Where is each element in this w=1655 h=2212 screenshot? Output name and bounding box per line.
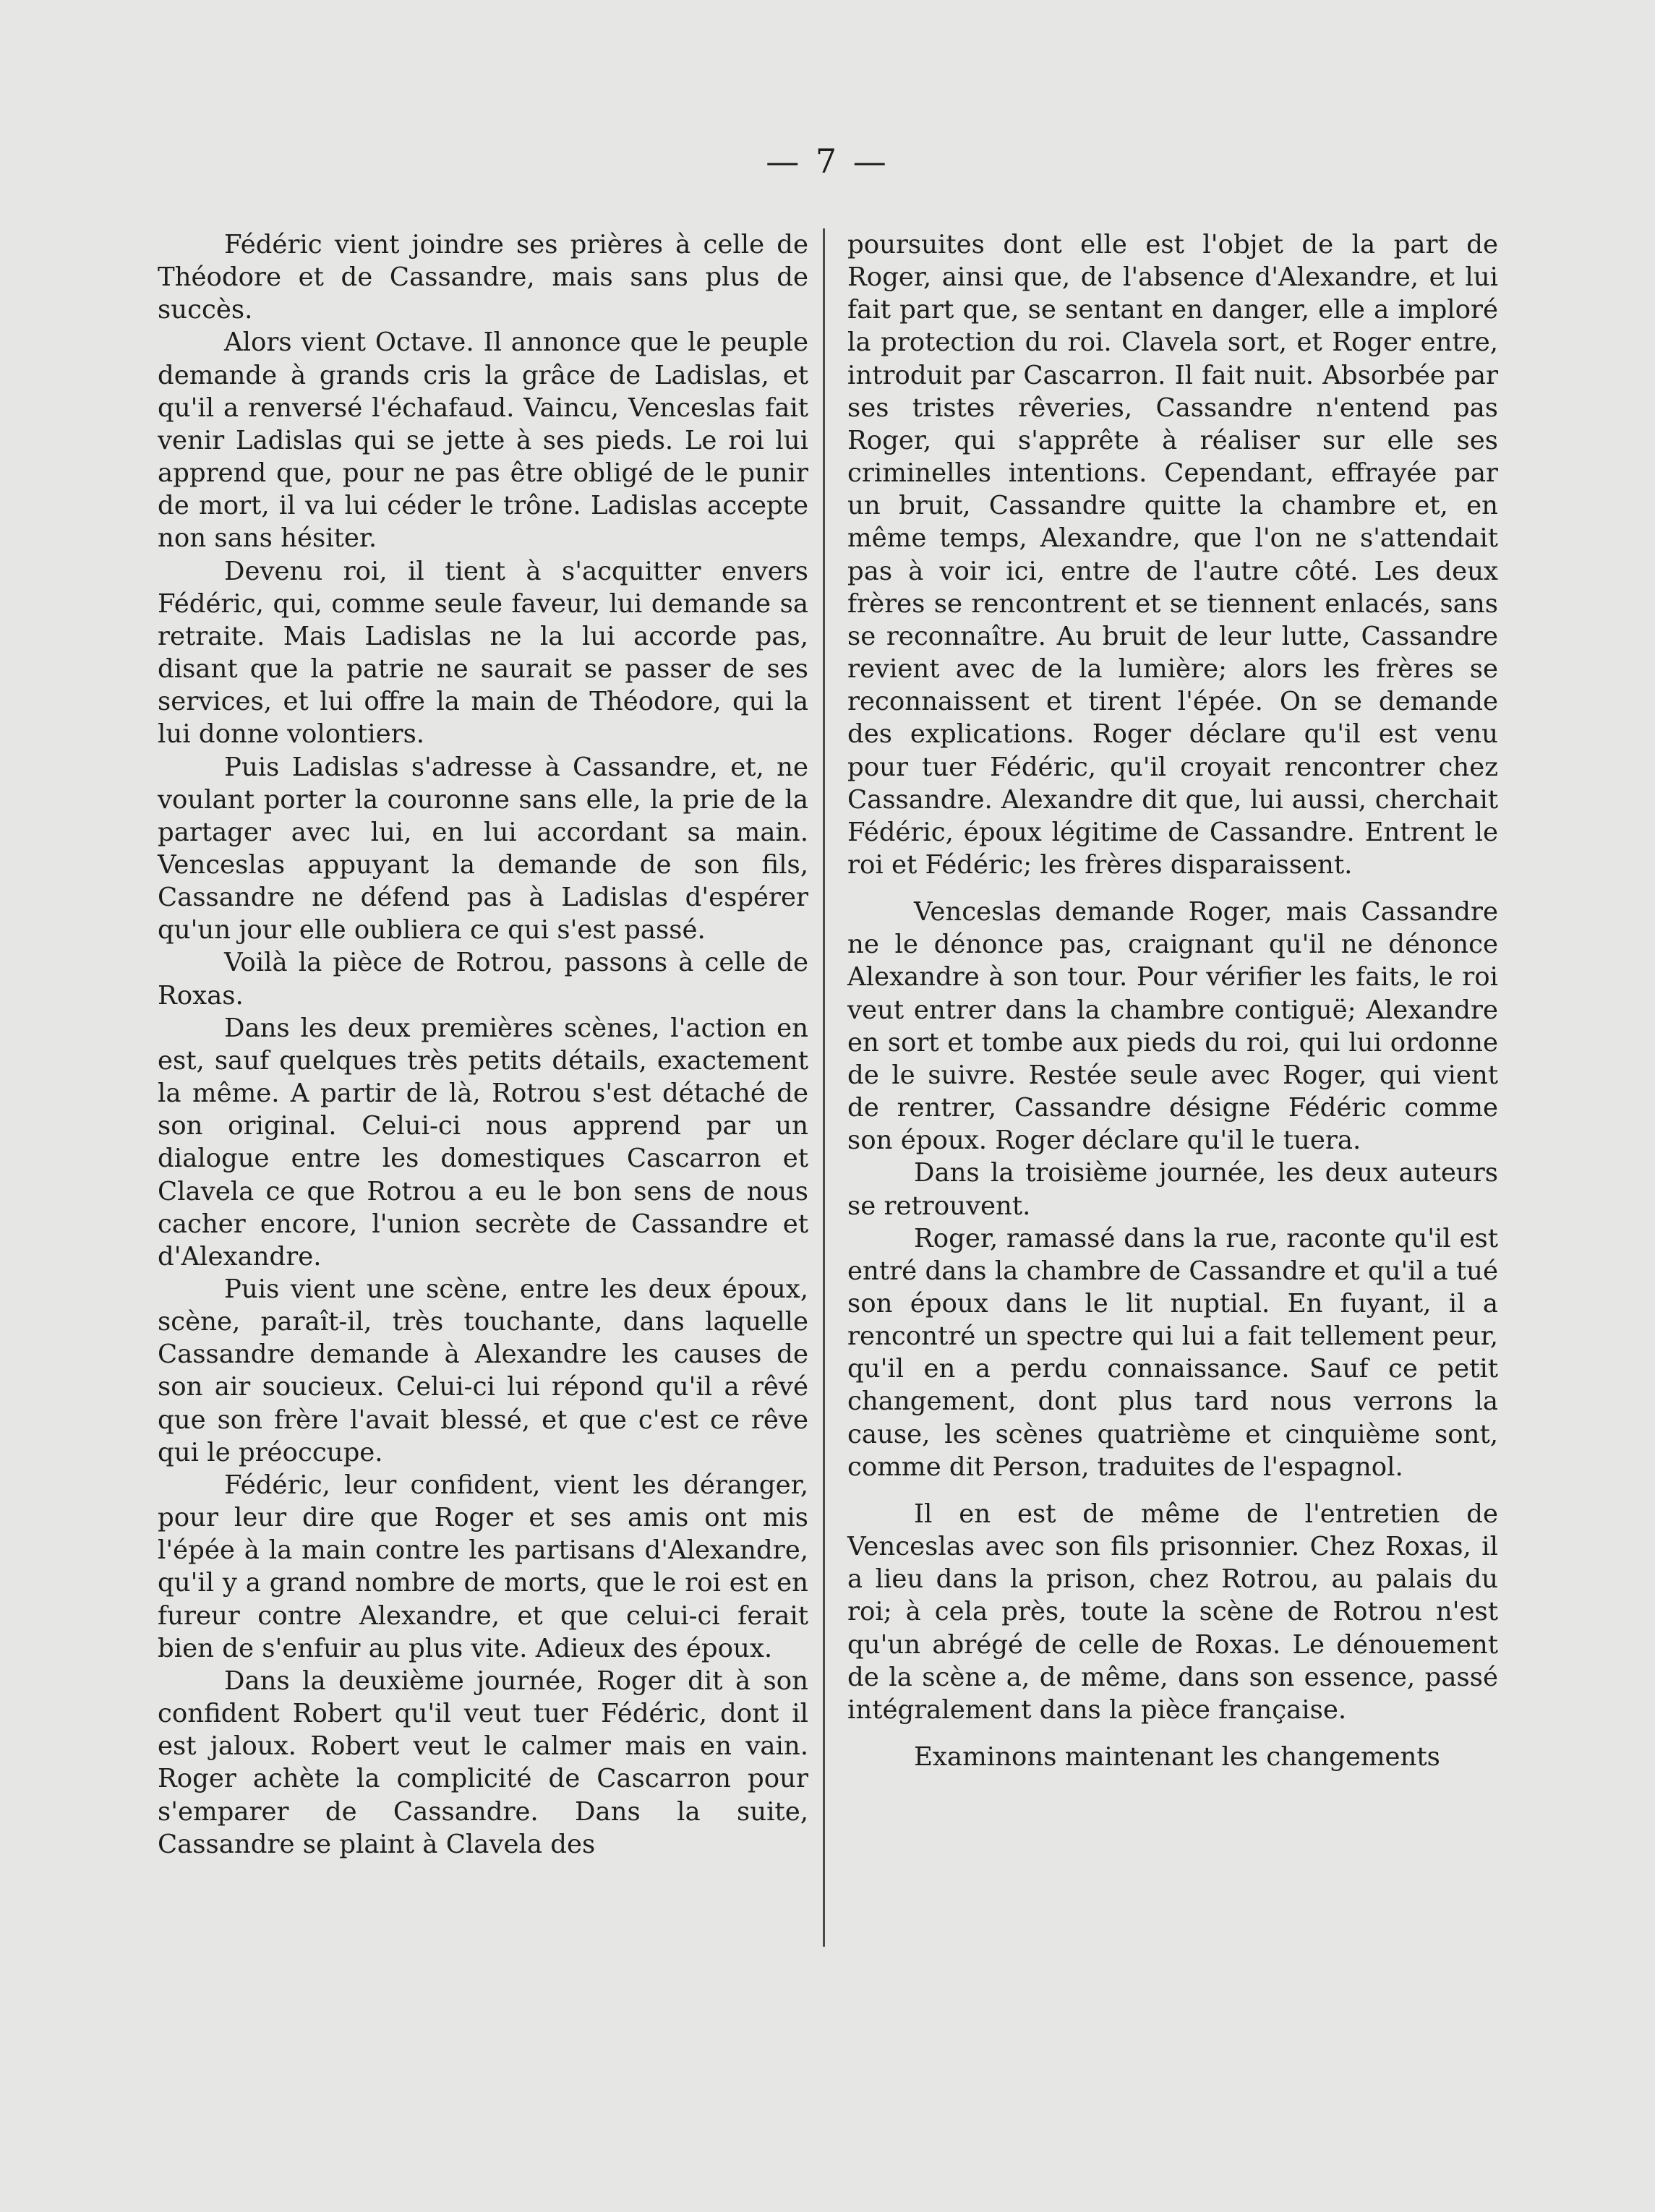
paragraph: Fédéric vient joindre ses prières à celle de Théodore et de Cassandre, mais sans plus de succès. [158,230,808,325]
page-number: — 7 — [766,142,889,181]
paragraph: Roger, ramassé dans la rue, raconte qu'il est entré dans la chambre de Cassandre et qu'il a tué son époux dans le lit nuptial. En fuyant, il a rencontré un spectre qui lui a fait tellement peur, qu'il en a perdu connaissance. Sauf ce petit changement, dont plus tard nous verrons la cause, les scènes quatrième et cinquième sont, comme dit Person, traduites de l'espagnol. [847,1223,1498,1482]
paragraph: Voilà la pièce de Rotrou, passons à celle de Roxas. [158,948,808,1011]
paragraph: Dans la troisième journée, les deux auteurs se retrouvent. [847,1158,1498,1221]
paragraph: Devenu roi, il tient à s'acquitter envers Fédéric, qui, comme seule faveur, lui demande sa retraite. Mais Ladislas ne la lui accorde pas, disant que la patrie ne saurait se passer de ses services, et lui offre la main de Théodore, qui la lui donne volontiers. [158,556,808,750]
left-column [158,228,808,1861]
paragraph: Fédéric, leur confident, vient les déranger, pour leur dire que Roger et ses amis ont mis l'épée à la main contre les partisans d'Alexandre, qu'il y a grand nombre de morts, que le roi est en fureur contre Alexandre, et que celui-ci ferait bien de s'enfuir au plus vite. Adieux des époux. [158,1470,808,1663]
paragraph: Examinons maintenant les changements [914,1742,1440,1772]
paragraph: Dans les deux premières scènes, l'action en est, sauf quelques très petits détails, exactement la même. A partir de là, Rotrou s'est détaché de son original. Celui-ci nous apprend par un dialogue entre les domestiques Cascarron et Clavela ce que Rotrou a eu le bon sens de nous cacher encore, l'union secrète de Cassandre et d'Alexandre. [158,1013,808,1272]
right-column [847,228,1498,1773]
paragraph: Il en est de même de l'entretien de Venceslas avec son fils prisonnier. Chez Roxas, il a lieu dans la prison, chez Rotrou, au palais du roi; à cela près, toute la scène de Rotrou n'est qu'un abrégé de celle de Roxas. Le dénouement de la scène a, de même, dans son essence, passé intégralement dans la pièce française. [847,1499,1498,1725]
paragraph: Puis vient une scène, entre les deux époux, scène, paraît-il, très touchante, dans laquelle Cassandre demande à Alexandre les causes de son air soucieux. Celui-ci lui répond qu'il a rêvé que son frère l'avait blessé, et que c'est ce rêve qui le préoccupe. [158,1274,808,1467]
paragraph: Puis Ladislas s'adresse à Cassandre, et, ne voulant porter la couronne sans elle, la prie de la partager avec lui, en lui accordant sa main. Venceslas appuyant la demande de son fils, Cassandre ne défend pas à Ladislas d'espérer qu'un jour elle oubliera ce qui s'est passé. [158,752,808,946]
column-divider [823,228,825,1947]
paragraph: Alors vient Octave. Il annonce que le peuple demande à grands cris la grâce de Ladislas, et qu'il a renversé l'échafaud. Vaincu, Venceslas fait venir Ladislas qui se jette à ses pieds. Le roi lui apprend que, pour ne pas être obligé de le punir de mort, il va lui céder le trône. Ladislas accepte non sans hésiter. [158,327,808,554]
paragraph: poursuites dont elle est l'objet de la part de Roger, ainsi que, de l'absence d'Alexandre, et lui fait part que, se sentant en danger, elle a imploré la protection du roi. Clavela sort, et Roger entre, introduit par Cascarron. Il fait nuit. Absorbée par ses tristes rêveries, Cassandre n'entend pas Roger, qui s'apprête à réaliser sur elle ses criminelles intentions. Cependant, effrayée par un bruit, Cassandre quitte la chambre et, en même temps, Alexandre, que l'on ne s'attendait pas à voir ici, entre de l'autre côté. Les deux frères se rencontrent et se tiennent enlacés, sans se reconnaître. Au bruit de leur lutte, Cassandre revient avec de la lumière; alors les frères se reconnaissent et tirent l'épée. On se demande des explications. Roger déclare qu'il est venu pour tuer Fédéric, qu'il croyait rencontrer chez Cassandre. Alexandre dit que, lui aussi, cherchait Fédéric, époux légitime de Cassandre. Entrent le roi et Fédéric; les frères disparaissent. [847,230,1498,880]
paragraph: Venceslas demande Roger, mais Cassandre ne le dénonce pas, craignant qu'il ne dénonce Alexandre à son tour. Pour vérifier les faits, le roi veut entrer dans la chambre contiguë; Alexandre en sort et tombe aux pieds du roi, qui lui ordonne de le suivre. Restée seule avec Roger, qui vient de rentrer, Cassandre désigne Fédéric comme son époux. Roger déclare qu'il le tuera. [847,897,1498,1156]
paragraph: Dans la deuxième journée, Roger dit à son confident Robert qu'il veut tuer Fédéric, dont il est jaloux. Robert veut le calmer mais en vain. Roger achète la complicité de Cascarron pour s'emparer de Cassandre. Dans la suite, Cassandre se plaint à Clavela des [158,1666,808,1859]
